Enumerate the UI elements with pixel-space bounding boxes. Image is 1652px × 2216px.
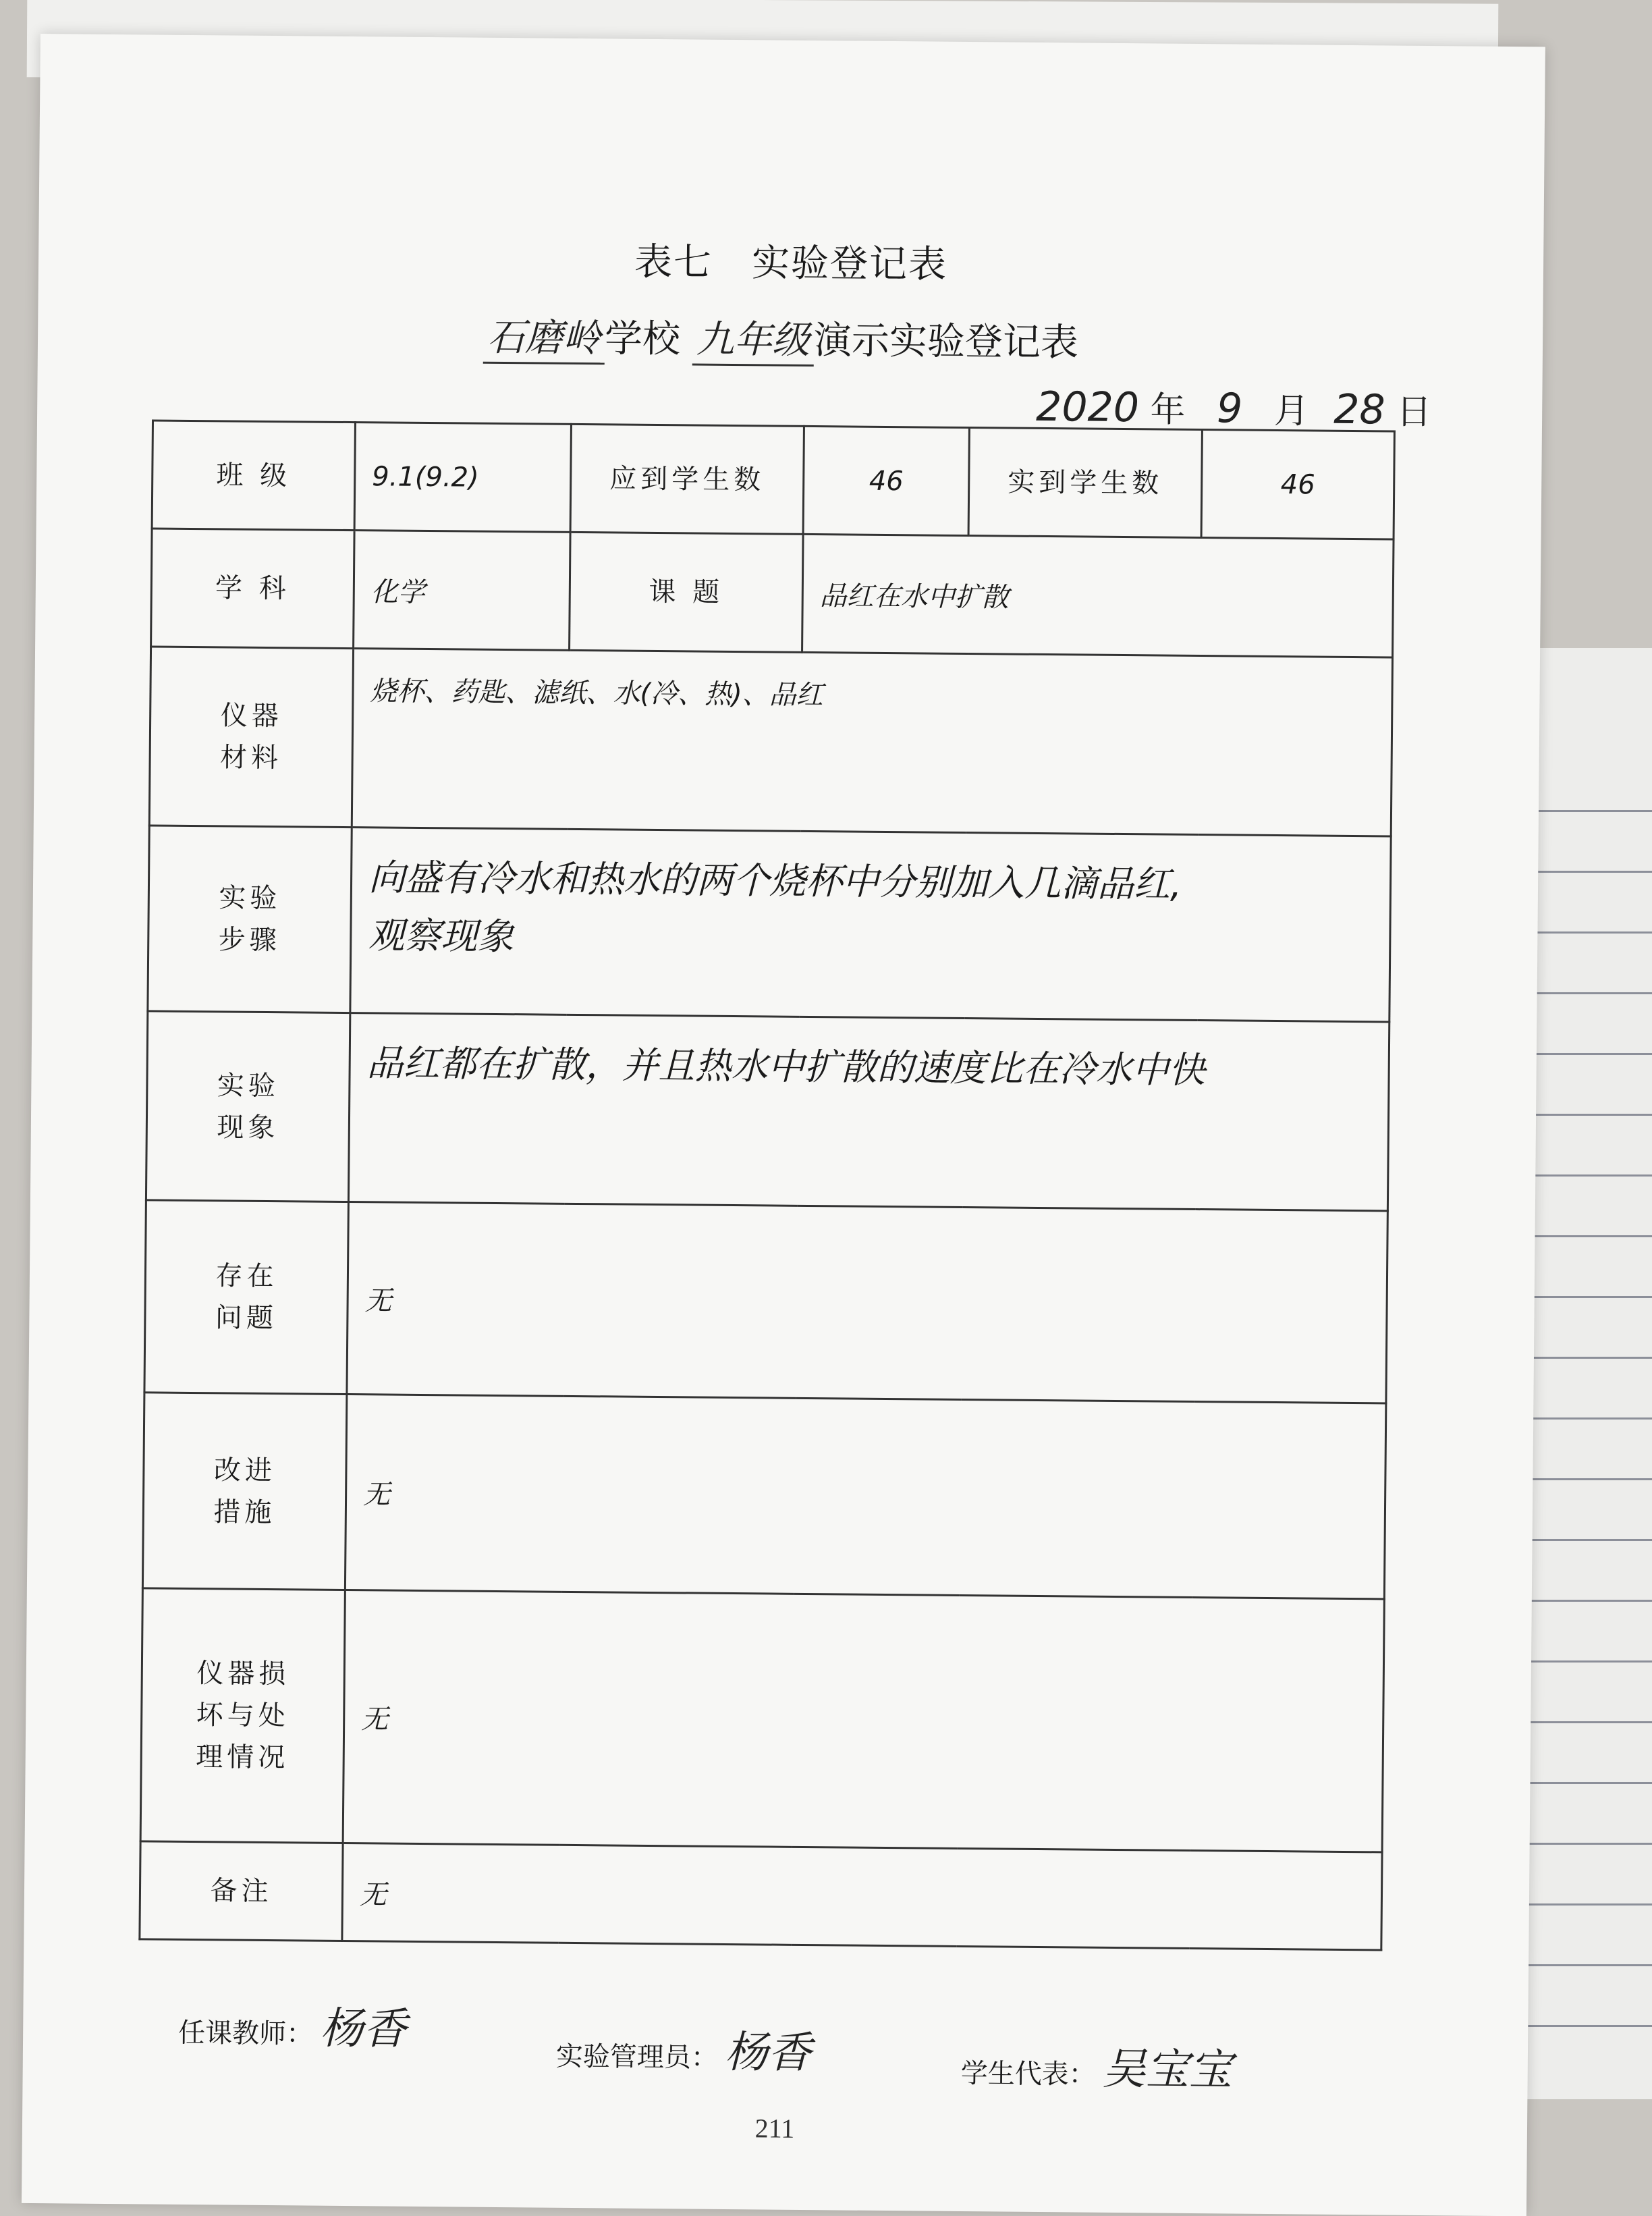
- expected-students-value: 46: [803, 426, 969, 535]
- signature-footer: [23, 1991, 1529, 2096]
- table-row: [144, 1200, 1387, 1403]
- materials-value: 烧杯、药匙、滤纸、水(冷、热)、品红: [352, 649, 1392, 836]
- damage-label: [140, 1588, 345, 1843]
- problems-value: 无: [347, 1202, 1387, 1403]
- materials-label-line1: 仪器: [220, 700, 283, 732]
- actual-students-value: 46: [1201, 430, 1394, 539]
- remarks-label: 备注: [140, 1841, 343, 1941]
- topic-value: 品红在水中扩散: [802, 534, 1394, 657]
- phenomena-label-line1: 实验: [217, 1069, 280, 1102]
- problems-label-line2: 问题: [215, 1302, 278, 1334]
- steps-label-line1: 实验: [219, 882, 281, 915]
- table-row: [140, 1841, 1382, 1950]
- damage-label-line1: 仪器损: [196, 1658, 290, 1690]
- subject-value: 化学: [354, 531, 571, 651]
- improvement-value: 无: [345, 1395, 1385, 1599]
- steps-value-line1: 向盛有冷水和热水的两个烧杯中分别加入几滴品红,: [368, 856, 1182, 906]
- form-title: 表七 实验登记表: [634, 240, 948, 287]
- table-row: [140, 1588, 1384, 1852]
- admin-name: 杨香: [724, 2027, 812, 2079]
- phenomena-label-line2: 现象: [217, 1111, 279, 1143]
- table-row: [148, 826, 1391, 1022]
- date-day: 28: [1333, 385, 1385, 434]
- steps-value: [350, 828, 1391, 1022]
- month-label: 月: [1273, 390, 1309, 432]
- student-name: 吴宝宝: [1102, 2044, 1233, 2096]
- phenomena-label: [146, 1011, 350, 1202]
- damage-label-line3: 理情况: [196, 1741, 290, 1774]
- grade-name: 九年级: [692, 309, 815, 367]
- student-label: 学生代表：: [960, 2058, 1096, 2090]
- remarks-value: 无: [342, 1843, 1382, 1950]
- improvement-label-line2: 措施: [213, 1496, 276, 1528]
- damage-label-line2: 坏与处: [196, 1700, 290, 1732]
- problems-label-line1: 存在: [215, 1260, 278, 1293]
- subject-label: 学 科: [151, 529, 355, 649]
- school-suffix: 学校: [604, 317, 681, 362]
- topic-label: 课 题: [570, 532, 804, 652]
- steps-label-line2: 步骤: [218, 924, 281, 956]
- day-label: 日: [1396, 391, 1432, 433]
- phenomena-value: 品红都在扩散，并且热水中扩散的速度比在冷水中快: [348, 1013, 1389, 1211]
- admin-label: 实验管理员：: [555, 2041, 719, 2074]
- expected-students-label: 应到学生数: [570, 424, 804, 534]
- registration-table: [138, 419, 1396, 1951]
- class-label: 班 级: [152, 421, 355, 531]
- problems-label: [144, 1200, 348, 1395]
- teacher-signature: [178, 1993, 407, 2057]
- school-name: 石磨岭: [483, 308, 605, 365]
- teacher-name: 杨香: [319, 2003, 407, 2055]
- student-signature: [960, 2033, 1232, 2098]
- table-row: [149, 647, 1392, 836]
- teacher-label: 任课教师：: [177, 2017, 314, 2050]
- registration-form-page: [22, 34, 1545, 2216]
- date-year: 2020: [1035, 383, 1140, 432]
- year-label: 年: [1150, 389, 1186, 431]
- page-number: 211: [754, 2113, 795, 2144]
- damage-value: 无: [343, 1590, 1384, 1852]
- materials-label: [149, 647, 353, 828]
- improvement-label: [142, 1393, 347, 1590]
- steps-value-line2: 观察现象: [368, 914, 514, 958]
- form-date: [1036, 380, 1432, 434]
- actual-students-label: 实到学生数: [968, 428, 1202, 538]
- class-value: 9.1(9.2): [354, 423, 571, 533]
- subtitle-suffix: 演示实验登记表: [813, 319, 1079, 365]
- table-row: [142, 1393, 1385, 1599]
- table-row: [152, 421, 1394, 539]
- table-row: [146, 1011, 1389, 1211]
- materials-label-line2: 材料: [219, 742, 283, 774]
- improvement-label-line1: 改进: [213, 1454, 277, 1486]
- form-subtitle: [483, 308, 1079, 369]
- steps-label: [148, 826, 352, 1013]
- date-month: 9: [1216, 385, 1243, 433]
- admin-signature: [556, 2016, 812, 2080]
- table-row: [151, 529, 1394, 657]
